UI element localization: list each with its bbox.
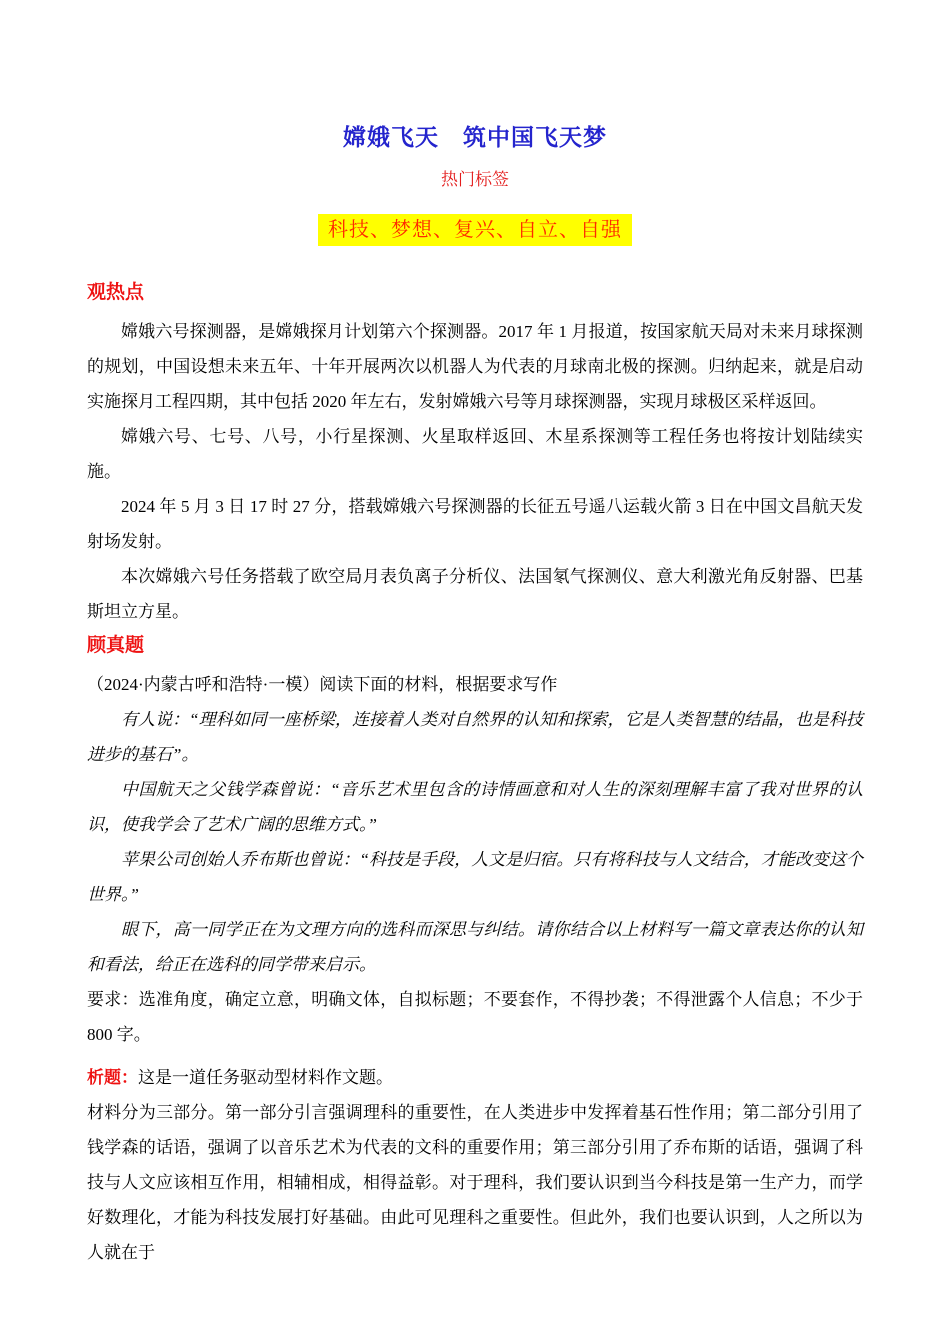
- section-heading-exam: 顾真题: [87, 635, 145, 656]
- exam-material-paragraph: 有人说：“理科如同一座桥梁，连接着人类对自然界的认知和探索，它是人类智慧的结晶，也是科技进步的基石”。: [87, 710, 863, 764]
- analysis-intro-line: [87, 1060, 863, 1095]
- hot-tags-label: 热门标签: [441, 170, 509, 189]
- exam-material-paragraph: 眼下，高一同学正在为文理方向的选科而深思与纠结。请你结合以上材料写一篇文章表达你的认知和看法，给正在选科的同学带来启示。: [87, 920, 863, 974]
- page-title: 嫦娥飞天 筑中国飞天梦: [343, 125, 607, 150]
- analysis-paragraph: 材料分为三部分。第一部分引言强调理科的重要性，在人类进步中发挥着基石性作用；第二部分引用了钱学森的话语，强调了以音乐艺术为代表的文科的重要作用；第三部分引用了乔布斯的话语，强调了科技与人文应该相互作用，相辅相成，相得益彰。对于理科，我们要认识到当今科技是第一生产力，而学好数理化，才能为科技发展打好基础。由此可见理科之重要性。但此外，我们也要认识到，人之所以为人就在于: [87, 1103, 863, 1262]
- exam-material-paragraph: 中国航天之父钱学森曾说：“音乐艺术里包含的诗情画意和对人生的深刻理解丰富了我对世界的认识，使我学会了艺术广阔的思维方式。”: [87, 780, 863, 834]
- analysis-body: [87, 1060, 863, 1270]
- hotspot-paragraph: 2024 年 5 月 3 日 17 时 27 分，搭载嫦娥六号探测器的长征五号遥八运载火箭 3 日在中国文昌航天发射场发射。: [87, 497, 863, 551]
- exam-requirements: 要求：选准角度，确定立意，明确文体，自拟标题；不要套作，不得抄袭；不得泄露个人信息；不少于 800 字。: [87, 990, 863, 1044]
- exam-source-line: （2024·内蒙古呼和浩特·一模）阅读下面的材料，根据要求写作: [87, 675, 558, 694]
- tags-row: [87, 214, 863, 246]
- analysis-intro-text: 这是一道任务驱动型材料作文题。: [138, 1068, 393, 1087]
- section-heading-hotspot: 观热点: [87, 282, 145, 303]
- tags-highlight: 科技、梦想、复兴、自立、自强: [318, 214, 632, 246]
- exam-material-paragraph: 苹果公司创始人乔布斯也曾说：“科技是手段，人文是归宿。只有将科技与人文结合，才能改变这个世界。”: [87, 850, 863, 904]
- hotspot-body: [87, 314, 863, 629]
- hotspot-paragraph: 嫦娥六号探测器，是嫦娥探月计划第六个探测器。2017 年 1 月报道，按国家航天局对未来月球探测的规划，中国设想未来五年、十年开展两次以机器人为代表的月球南北极的探测。归纳起来，就是启动实施探月工程四期，其中包括 2020 年左右，发射嫦娥六号等月球探测器，实现月球极区采样返回。: [87, 322, 863, 411]
- hotspot-paragraph: 嫦娥六号、七号、八号，小行星探测、火星取样返回、木星系探测等工程任务也将按计划陆续实施。: [87, 427, 863, 481]
- exam-body: [87, 667, 863, 1052]
- hotspot-paragraph: 本次嫦娥六号任务搭载了欧空局月表负离子分析仪、法国氡气探测仪、意大利激光角反射器、巴基斯坦立方星。: [87, 567, 863, 621]
- analysis-label: 析题：: [87, 1068, 138, 1087]
